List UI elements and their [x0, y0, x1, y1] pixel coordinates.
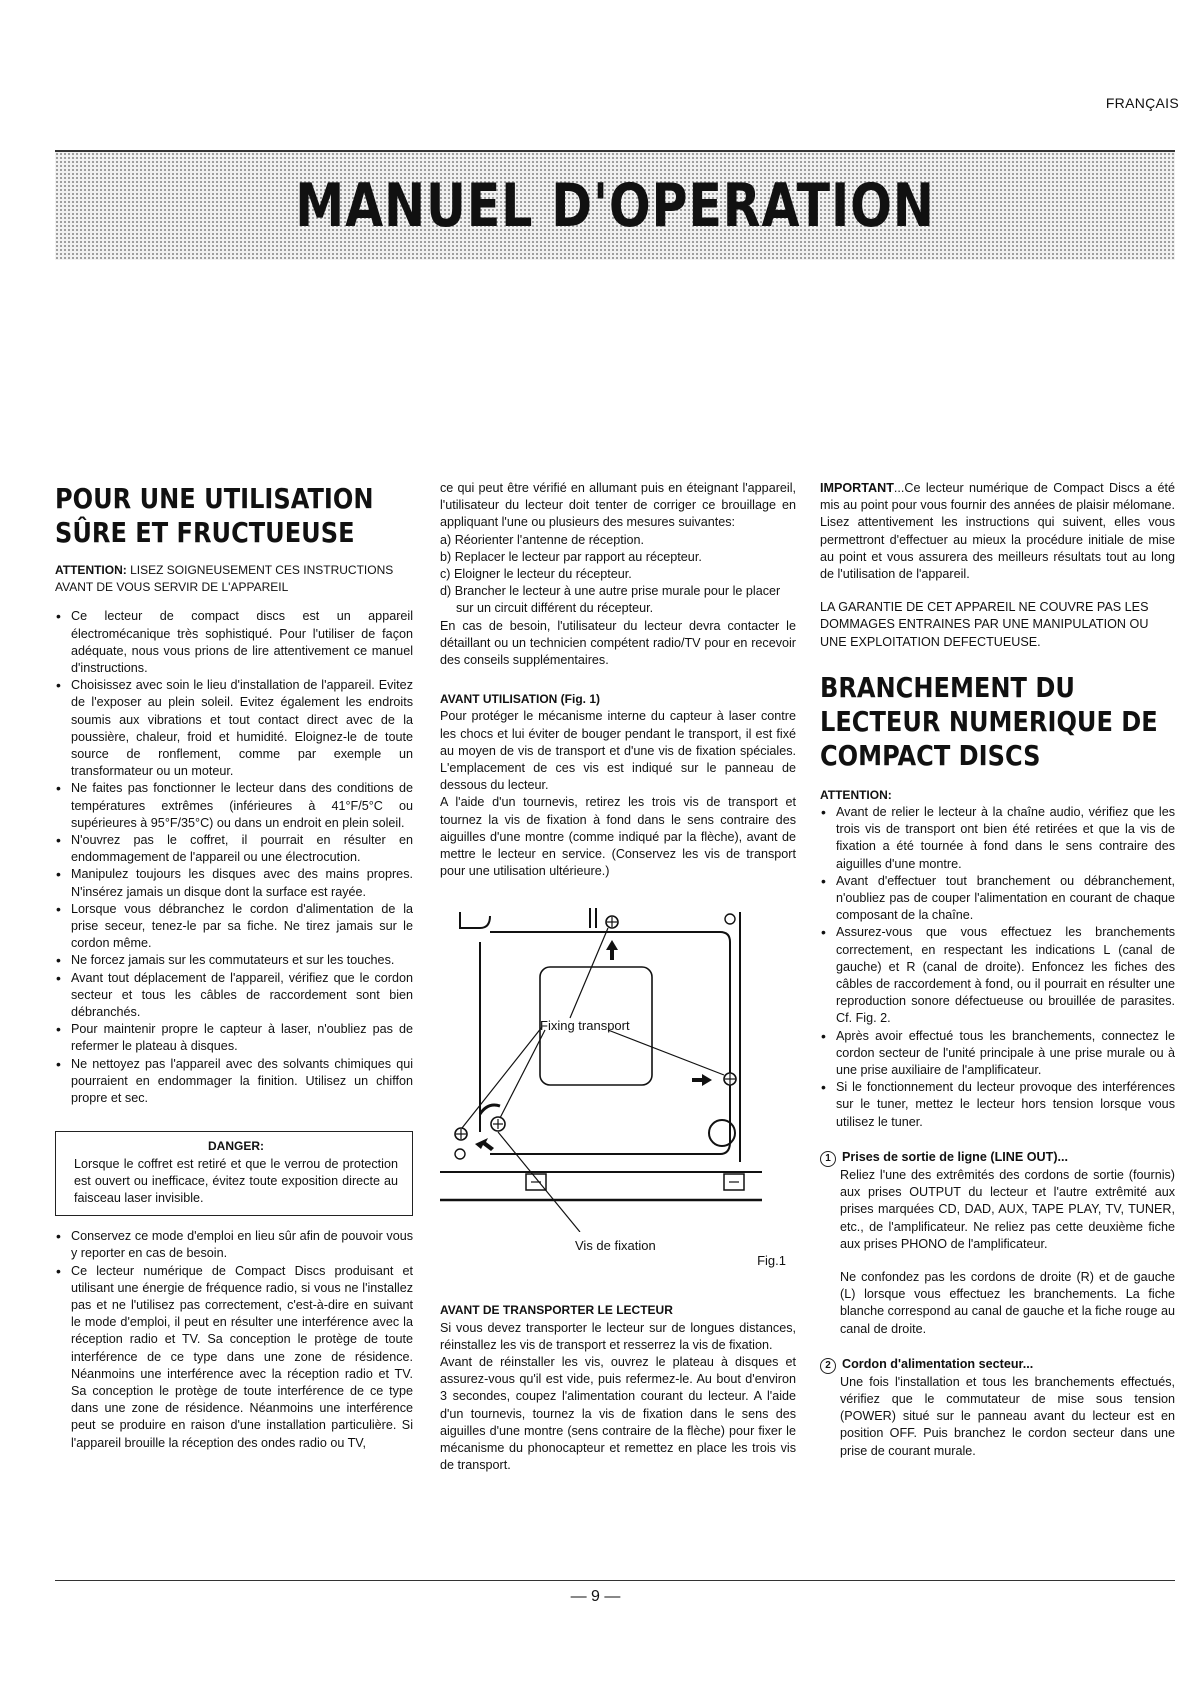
player-bottom-diagram: [440, 902, 796, 1232]
attention-text: LISEZ SOIGNEUSEMENT CES INSTRUCTIONS AVANT DE VOUS SERVIR DE L'APPAREIL: [55, 563, 394, 595]
step-text: Reliez l'une des extrêmités des cordons de sortie (fournis) aux prises OUTPUT du lecteur et l'autre extrêmité aux prises marquées CD, DAD, AUX, TAPE PLAY, TV, TUNER, etc., de l'amplificateur. Ne reliez pas cette deuxième fiche aux prises PHONO de l'amplificateur.: [840, 1167, 1175, 1251]
list-item: d) Brancher le lecteur à une autre prise murale pour le placer sur un circuit différent du récepteur.: [440, 584, 781, 616]
list-item: • Après avoir effectué tous les branchements, connectez le cordon secteur de l'unité principale à une prise murale ou à une prise auxiliaire de l'amplificateur.: [820, 1028, 1175, 1080]
important-text: ...Ce lecteur numérique de Compact Discs a été mis au point pour vous fournir des années de plaisir mélomane. Lisez attentivement les instructions qui suivent, elles vous permettront d'effectuer au mieux la procédure initiale de mise au point et vous assurera des meilleurs résultats tout au long de l'utilisation de l'appareil.: [820, 481, 1175, 582]
attention-label-2: ATTENTION:: [820, 787, 892, 802]
step-power-cord: [820, 1356, 1175, 1460]
list-item: • Avant d'effectuer tout branchement ou débranchement, n'oubliez pas de couper l'alimentation en courant de chaque composant de la chaîne.: [820, 873, 1175, 925]
list-item: • Conservez ce mode d'emploi en lieu sûr afin de pouvoir vous y reporter en cas de besoin.: [55, 1228, 413, 1262]
list-item: • Avant de relier le lecteur à la chaîne audio, vérifiez que les trois vis de transport ont bien été retirées et que la vis de fixation a été tournée à fond dans le sens contraire des aiguilles d'une montre.: [820, 804, 1175, 873]
step-number: 2: [820, 1358, 836, 1374]
measures-list: [440, 532, 796, 618]
language-label: FRANÇAIS: [1105, 95, 1179, 111]
figure-1: [440, 902, 796, 1269]
list-item: • Assurez-vous que vous effectuez les branchements correctement, en respectant les indications L (canal de gauche) et R (canal de droite). Enfoncez les fiches des câbles de raccordement à fond, ou il pourrait en résulter une reproduction sonore défectueuse ou brouillée de parasites. Cf. Fig. 2.: [820, 924, 1175, 1027]
attention-label: ATTENTION:: [55, 563, 127, 577]
list-item: c) Eloigner le lecteur du récepteur.: [440, 567, 632, 582]
list-item: • Lorsque vous débranchez le cordon d'alimentation de la prise seceur, tenez-le par sa fiche. Ne tirez jamais sur le cordon même.: [55, 901, 413, 953]
list-item: • Avant tout déplacement de l'appareil, vérifiez que le cordon secteur et tous les câbles de raccordement sont bien débranchés.: [55, 970, 413, 1022]
figure-number: Fig.1: [757, 1253, 786, 1269]
danger-box: [55, 1131, 413, 1216]
step-title: Prises de sortie de ligne (LINE OUT)...: [842, 1149, 1069, 1164]
list-item: • Ce lecteur numérique de Compact Discs produisant et utilisant une énergie de fréquence radio, si vous ne l'installez pas et ne l'utilisez pas correctement, c'est-à-dire en suivant le mode d'emploi, il peut en résulter une interférence avec la réception radio et TV. Sa conception le protège de toute interférence de ce type dans une zone de résidence. Néanmoins une interférence avec la réception radio et TV. Sa conception le protège de toute interférence de ce type dans une zone de résidence. Néanmoins une interférence peut se produire en raison d'une installation particulière. Si l'appareil brouille la réception des ondes radio ou TV,: [55, 1263, 413, 1452]
list-item: • Pour maintenir propre le capteur à laser, n'oubliez pas de refermer le plateau à disques.: [55, 1021, 413, 1055]
column-usage: [440, 480, 796, 1475]
interference-intro: ce qui peut être vérifié en allumant puis en éteignant l'appareil, l'utilisateur du lecteur doit tenter de corriger ce brouillage en appliquant l'une ou plusieurs des mesures suivantes:: [440, 481, 796, 530]
transport-title: AVANT DE TRANSPORTER LE LECTEUR: [440, 1303, 673, 1318]
figure-caption: Vis de fixation: [575, 1238, 656, 1254]
avant-utilisation-title: AVANT UTILISATION (Fig. 1): [440, 692, 600, 707]
transport-text-1: Si vous devez transporter le lecteur sur de longues distances, réinstallez les vis de transport et resserrez la vis de fixation.: [440, 1320, 796, 1352]
page-title: MANUEL D'OPERATION: [295, 171, 935, 241]
list-item: b) Replacer le lecteur par rapport au récepteur.: [440, 549, 702, 564]
important-notice: [820, 480, 1175, 583]
interference-closing: En cas de besoin, l'utilisateur du lecteur devra contacter le détaillant ou un technicien compétent radio/TV pour en recevoir des conseils supplémentaires.: [440, 618, 796, 668]
safety-heading: POUR UNE UTILISATION SÛRE ET FRUCTUEUSE: [55, 482, 374, 549]
attention-notice: [55, 562, 413, 596]
column-safety: [55, 468, 413, 1452]
list-item: • Ne nettoyez pas l'appareil avec des solvants chimiques qui pourraient en endommager la finition. Utilisez un chiffon propre et sec.: [55, 1056, 413, 1108]
list-item: a) Réorienter l'antenne de réception.: [440, 532, 645, 547]
list-item: • N'ouvrez pas le coffret, il pourrait en résulter en endommagement de l'appareil ou une électrocution.: [55, 832, 413, 866]
step-title: Cordon d'alimentation secteur...: [842, 1356, 1034, 1371]
transport-text-2: Avant de réinstaller les vis, ouvrez le plateau à disques et assurez-vous qu'il est vide, puis refermez-le. Au bout d'environ 3 secondes, coupez l'alimentation courant du lecteur. A l'aide d'un tournevis, tournez la vis de fixation dans le sens des aiguilles d'une montre (sens contraire de la flèche) pour fixer le mécanisme du phonocapteur et remettez en place les trois vis de transport.: [440, 1355, 796, 1473]
list-item: • Choisissez avec soin le lieu d'installation de l'appareil. Evitez de l'exposer au plein soleil. Evitez également les endroits soumis aux vibrations et tout contact direct avec de la poussière, chaleur, froid et humidité. Eloignez-le de toute source de ronflement, comme par exemple un transformateur ou un moteur.: [55, 677, 413, 780]
step-text-2: Ne confondez pas les cordons de droite (R) et de gauche (L) lorsque vous effectuez les branchements. La fiche blanche correspond au canal de gauche et la fiche rouge au canal de droite.: [840, 1269, 1175, 1336]
safety-list: [55, 608, 413, 1107]
title-banner: [55, 150, 1175, 260]
connection-list: [820, 804, 1175, 1131]
danger-text: Lorsque le coffret est retiré et que le verrou de protection est ouvert ou inefficace, évitez toute exposition directe au faisceau laser invisible.: [74, 1156, 398, 1205]
avant-utilisation-text-2: A l'aide d'un tournevis, retirez les trois vis de transport et tournez la vis de fixation à fond dans le sens contraire des aiguilles d'une montre (comme indiqué par la flèche), avant de mettre le lecteur en service. (Conservez les vis de transport pour une utilisation ultérieure.): [440, 795, 796, 879]
warranty-notice: LA GARANTIE DE CET APPAREIL NE COUVRE PAS LES DOMMAGES ENTRAINES PAR UNE MANIPULATION OU UNE EXPLOITATION DEFECTUEUSE.: [820, 600, 1149, 649]
list-item: • Ne faites pas fonctionner le lecteur dans des conditions de températures extrêmes (inférieures à 41°F/5°C ou supérieures à 95°F/35°C) ou dans un endroit en plein soleil.: [55, 780, 413, 832]
list-item: • Manipulez toujours les disques avec des mains propres. N'insérez jamais un disque dont la surface est rayée.: [55, 866, 413, 900]
list-item: • Ce lecteur de compact discs est un appareil électromécanique très sophistiqué. Pour l'utiliser de façon adéquate, nous vous prions de lire attentivement ce manuel d'instructions.: [55, 608, 413, 677]
footer-rule: [55, 1580, 1175, 1581]
list-item: • Ne forcez jamais sur les commutateurs et sur les touches.: [55, 952, 413, 969]
figure-label: Fixing transport: [540, 1018, 630, 1034]
page-number: — 9 —: [570, 1588, 621, 1605]
list-item: • Si le fonctionnement du lecteur provoque des interférences sur le tuner, mettez le lecteur hors tension lorsque vous utilisez le tuner.: [820, 1079, 1175, 1131]
danger-title: DANGER:: [208, 1139, 264, 1154]
avant-utilisation-text-1: Pour protéger le mécanisme interne du capteur à laser contre les chocs et lui éviter de bouger pendant le transport, il est fixé au moyen de vis de transport et d'une vis de fixation spéciales. L'emplacement de ces vis est indiqué sur le panneau de dessous du lecteur.: [440, 709, 796, 793]
step-number: 1: [820, 1151, 836, 1167]
safety-list-2: [55, 1228, 413, 1452]
column-connection: [820, 480, 1175, 1460]
step-text: Une fois l'installation et tous les branchements effectués, vérifiez que le commutateur de mise sous tension (POWER) situé sur le panneau avant du lecteur est en position OFF. Puis branchez le cordon secteur dans une prise de courant murale.: [840, 1374, 1175, 1458]
important-label: IMPORTANT: [820, 481, 894, 495]
connection-heading: BRANCHEMENT DU LECTEUR NUMERIQUE DE COMPACT DISCS: [820, 670, 1158, 772]
step-line-out: [820, 1149, 1175, 1338]
